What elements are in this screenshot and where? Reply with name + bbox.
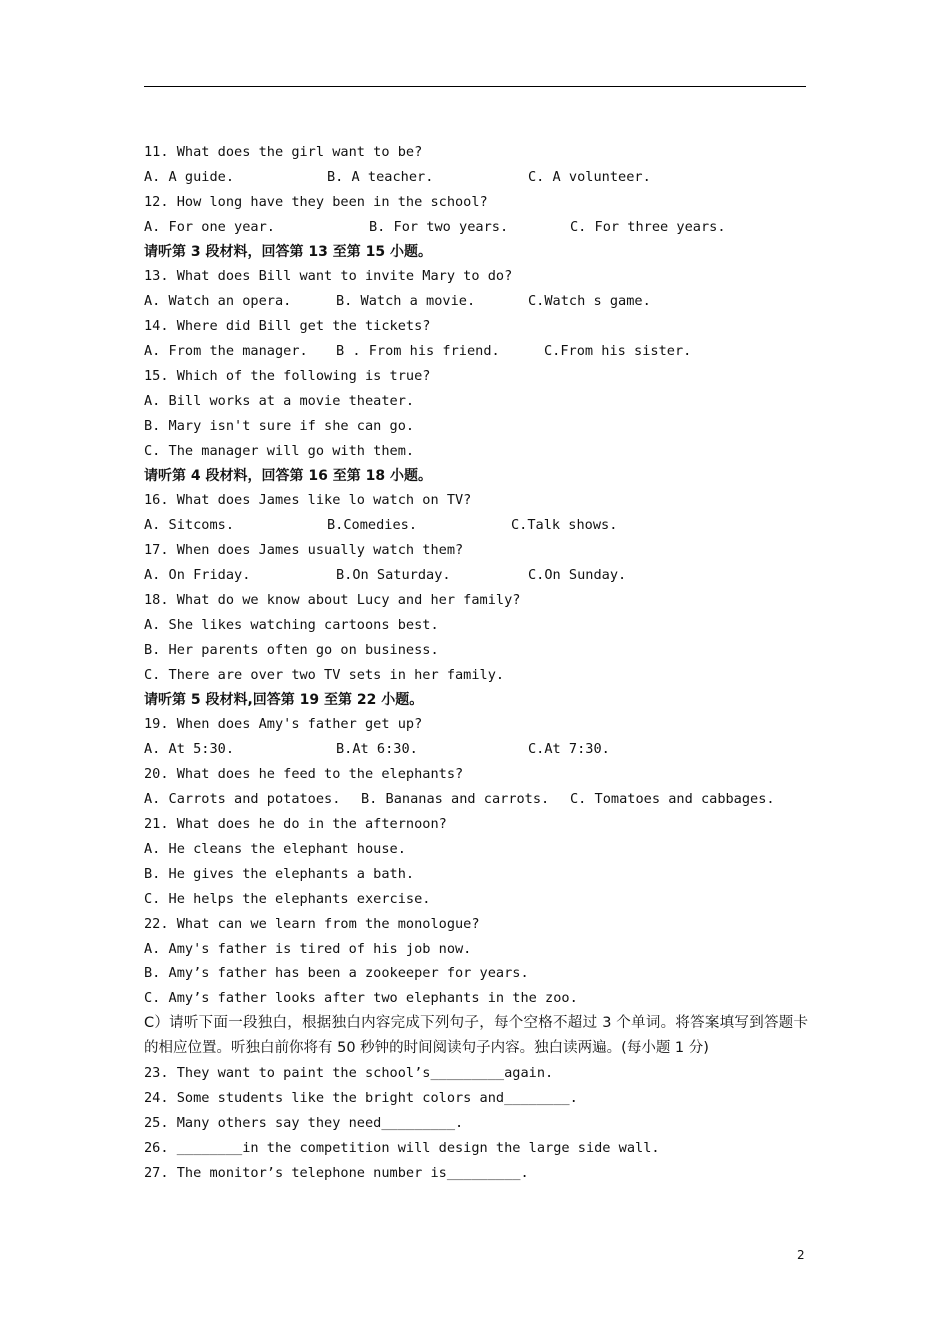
options-17	[144, 563, 808, 588]
options-14	[144, 339, 808, 364]
options-12	[144, 215, 808, 240]
option-22-b: B. Amy’s father has been a zookeeper for years.	[144, 965, 529, 982]
option-a: A. Watch an opera.	[144, 293, 292, 310]
option-a: A. On Friday.	[144, 567, 251, 584]
option-c: C. A volunteer.	[528, 168, 651, 185]
option-18-a: A. She likes watching cartoons best.	[144, 616, 439, 633]
question-25: 25. Many others say they need_________.	[144, 1114, 464, 1131]
option-c: C. Tomatoes and cabbages.	[570, 791, 775, 808]
option-a: A. At 5:30.	[144, 741, 235, 758]
option-a: A. Carrots and potatoes.	[144, 791, 341, 808]
question-14: 14. Where did Bill get the tickets?	[144, 318, 431, 335]
option-c: C.At 7:30.	[528, 741, 610, 758]
section-3-heading: 请听第 3 段材料，回答第 13 至第 15 小题。	[144, 243, 432, 260]
question-27: 27. The monitor’s telephone number is_________.	[144, 1164, 529, 1181]
option-b: B. Bananas and carrots.	[361, 791, 550, 808]
question-16: 16. What does James like lo watch on TV?	[144, 492, 472, 509]
option-15-c: C. The manager will go with them.	[144, 442, 415, 459]
option-18-c: C. There are over two TV sets in her family.	[144, 666, 505, 683]
option-a: A. From the manager.	[144, 343, 308, 360]
option-c: C.On Sunday.	[528, 567, 627, 584]
options-20	[144, 787, 808, 812]
exam-content	[144, 140, 808, 1185]
options-13	[144, 289, 808, 314]
question-24: 24. Some students like the bright colors and________.	[144, 1089, 578, 1106]
question-23: 23. They want to paint the school’s_________again.	[144, 1064, 554, 1081]
question-11: 11. What does the girl want to be?	[144, 144, 423, 160]
option-15-a: A. Bill works at a movie theater.	[144, 392, 415, 409]
option-b: B. Watch a movie.	[336, 293, 476, 310]
option-b: B.Comedies.	[327, 517, 418, 534]
question-19: 19. When does Amy's father get up?	[144, 716, 423, 733]
option-a: A. Sitcoms.	[144, 517, 235, 534]
question-18: 18. What do we know about Lucy and her family?	[144, 592, 521, 609]
question-15: 15. Which of the following is true?	[144, 368, 431, 385]
option-b: B . From his friend.	[336, 343, 500, 360]
option-b: B.On Saturday.	[336, 567, 451, 584]
part-c-instructions: C）请听下面一段独白，根据独白内容完成下列句子，每个空格不超过 3 个单词。将答案填写到答题卡的相应位置。听独白前你将有 50 秒钟的时间阅读句子内容。独白读两遍。(每小题 1 分)	[144, 1015, 808, 1057]
option-21-c: C. He helps the elephants exercise.	[144, 890, 431, 907]
options-11	[144, 165, 808, 190]
question-26: 26. ________in the competition will design the large side wall.	[144, 1139, 660, 1156]
option-c: C.Talk shows.	[511, 517, 618, 534]
options-16	[144, 513, 808, 538]
option-15-b: B. Mary isn't sure if she can go.	[144, 417, 415, 434]
question-13: 13. What does Bill want to invite Mary to do?	[144, 268, 513, 285]
question-12: 12. How long have they been in the school?	[144, 193, 488, 210]
option-c: C.Watch s game.	[528, 293, 651, 310]
page-number: 2	[797, 1248, 805, 1262]
option-a: A. A guide.	[144, 168, 235, 185]
option-a: A. For one year.	[144, 218, 275, 235]
question-20: 20. What does he feed to the elephants?	[144, 766, 464, 783]
option-b: B.At 6:30.	[336, 741, 418, 758]
option-c: C. For three years.	[570, 218, 726, 235]
option-22-c: C. Amy’s father looks after two elephants in the zoo.	[144, 990, 578, 1007]
option-21-a: A. He cleans the elephant house.	[144, 840, 406, 857]
option-b: B. A teacher.	[327, 168, 434, 185]
options-19	[144, 737, 808, 762]
option-22-a: A. Amy's father is tired of his job now.	[144, 940, 472, 957]
header-rule	[144, 86, 806, 87]
section-4-heading: 请听第 4 段材料，回答第 16 至第 18 小题。	[144, 467, 432, 484]
question-22: 22. What can we learn from the monologue?	[144, 915, 480, 932]
option-b: B. For two years.	[369, 218, 509, 235]
option-21-b: B. He gives the elephants a bath.	[144, 865, 415, 882]
option-c: C.From his sister.	[544, 343, 692, 360]
question-21: 21. What does he do in the afternoon?	[144, 816, 447, 833]
section-5-heading: 请听第 5 段材料,回答第 19 至第 22 小题。	[144, 691, 424, 708]
question-17: 17. When does James usually watch them?	[144, 542, 464, 559]
option-18-b: B. Her parents often go on business.	[144, 641, 439, 658]
